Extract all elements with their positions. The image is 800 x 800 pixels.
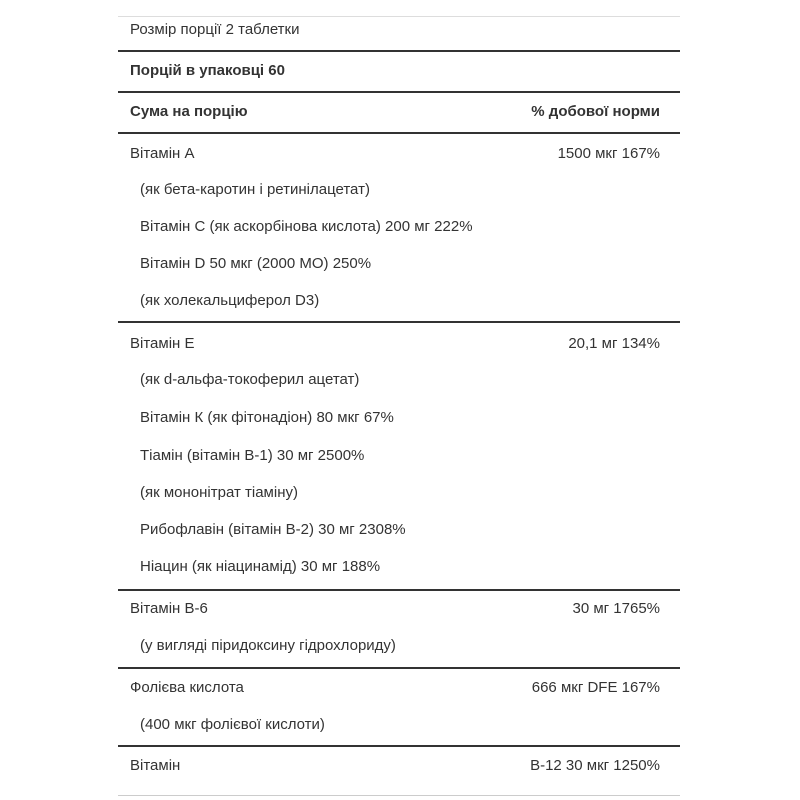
divider bbox=[118, 321, 680, 323]
bottom-divider bbox=[118, 795, 680, 796]
amount-per-serving-header: Сума на порцію bbox=[130, 103, 248, 120]
nutrient-name: Вітамін bbox=[130, 757, 181, 774]
nutrient-name: Вітамін В-6 bbox=[130, 600, 208, 617]
divider bbox=[118, 50, 680, 52]
nutrient-name: Фолієва кислота bbox=[130, 679, 244, 696]
nutrient-value: 1500 мкг 167% bbox=[557, 145, 660, 162]
divider bbox=[118, 667, 680, 669]
divider bbox=[118, 589, 680, 591]
nutrient-detail-line: Вітамін D 50 мкг (2000 МО) 250% bbox=[140, 255, 372, 272]
nutrient-detail-line: Тіамін (вітамін В-1) 30 мг 2500% bbox=[140, 447, 365, 464]
nutrient-detail-line: Ніацин (як ніацинамід) 30 мг 188% bbox=[140, 558, 381, 575]
nutrient-detail-line: (як холекальциферол D3) bbox=[140, 292, 320, 309]
nutrient-detail-line: (у вигляді піридоксину гідрохлориду) bbox=[140, 637, 396, 654]
nutrient-detail-line: (як d-альфа-токоферил ацетат) bbox=[140, 371, 360, 388]
nutrient-detail-line: Вітамін К (як фітонадіон) 80 мкг 67% bbox=[140, 409, 394, 426]
top-divider bbox=[118, 16, 680, 17]
nutrient-detail-line: Рибофлавін (вітамін В-2) 30 мг 2308% bbox=[140, 521, 406, 538]
nutrient-value: В-12 30 мкг 1250% bbox=[530, 757, 660, 774]
servings-per-container-text: Порцій в упаковці 60 bbox=[130, 62, 285, 79]
divider bbox=[118, 132, 680, 134]
nutrient-value: 30 мг 1765% bbox=[572, 600, 660, 617]
supplement-facts-panel bbox=[118, 0, 680, 800]
divider bbox=[118, 91, 680, 93]
nutrient-name: Вітамін А bbox=[130, 145, 195, 162]
divider bbox=[118, 745, 680, 747]
nutrient-name: Вітамін Е bbox=[130, 335, 195, 352]
nutrient-detail-line: (400 мкг фолієвої кислоти) bbox=[140, 716, 325, 733]
nutrient-detail-line: (як мононітрат тіаміну) bbox=[140, 484, 298, 501]
nutrient-value: 20,1 мг 134% bbox=[568, 335, 660, 352]
nutrient-value: 666 мкг DFE 167% bbox=[531, 679, 660, 696]
serving-size-text: Розмір порції 2 таблетки bbox=[130, 21, 300, 38]
nutrient-detail-line: (як бета-каротин і ретинілацетат) bbox=[140, 181, 370, 198]
daily-value-header: % добової норми bbox=[531, 103, 660, 120]
nutrient-detail-line: Вітамін С (як аскорбінова кислота) 200 мг 222% bbox=[140, 218, 473, 235]
